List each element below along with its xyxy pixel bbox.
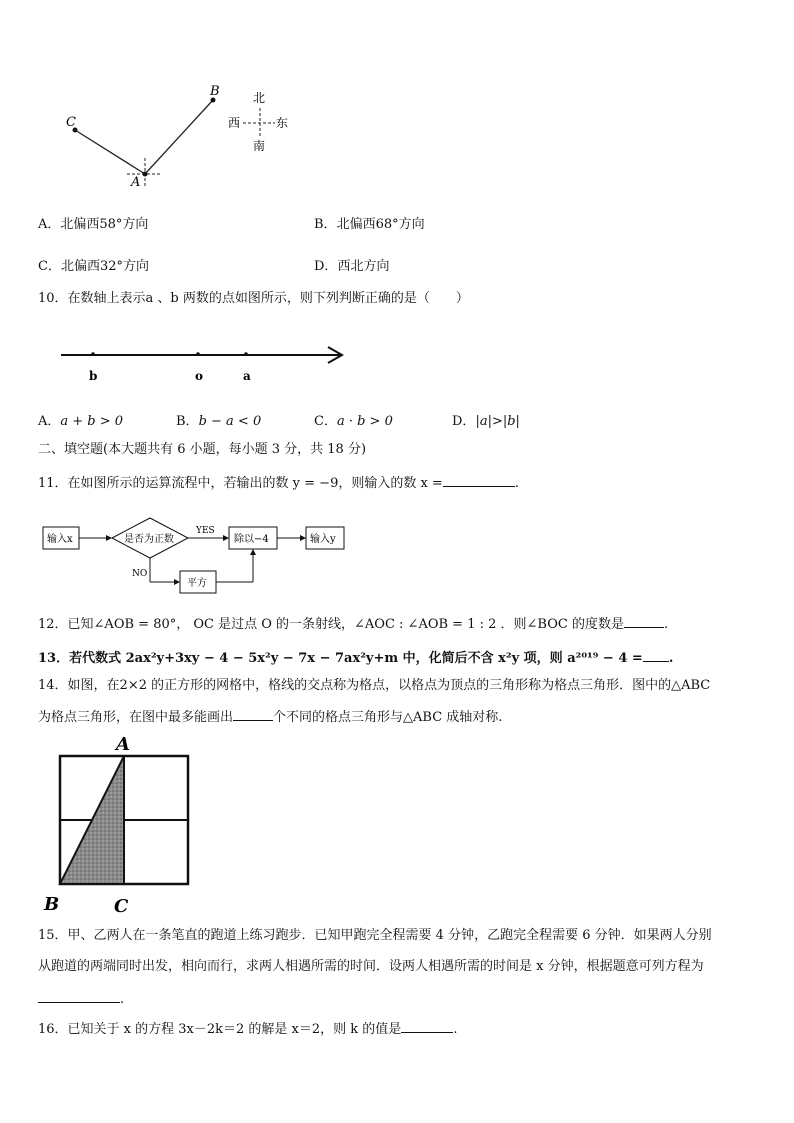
q16-answer-blank xyxy=(401,1018,453,1033)
triangle-label-c: C xyxy=(114,896,129,917)
flow-output-label: 输入y xyxy=(310,534,336,545)
q16-stem: 16．已知关于 x 的方程 3x－2k＝2 的解是 x＝2，则 k 的值是 . xyxy=(38,1018,457,1039)
axis-label-o: o xyxy=(195,369,204,383)
flow-no-label: NO xyxy=(132,569,148,579)
direction-east: 东 xyxy=(276,116,289,130)
label-b: B xyxy=(210,84,220,99)
number-line-figure xyxy=(55,340,355,390)
q15-line-1: 15．甲、乙两人在一条笔直的跑道上练习跑步．已知甲跑完全程需要 4 分钟，乙跑完全程需要 6 分钟．如果两人分别 xyxy=(38,928,712,943)
label-a: A xyxy=(131,175,141,190)
label-c: C xyxy=(66,115,76,130)
grid-triangle-figure xyxy=(40,730,200,920)
tick-o xyxy=(196,352,200,356)
ray-ac xyxy=(75,130,145,174)
direction-west: 西 xyxy=(228,116,241,130)
flow-arrowhead-loop xyxy=(250,549,256,555)
flow-yes-label: YES xyxy=(196,526,215,536)
tick-a xyxy=(244,352,248,356)
q15-line-3: . xyxy=(38,988,124,1009)
q13-answer-blank xyxy=(643,647,669,662)
tick-b xyxy=(91,352,95,356)
flow-decision-label: 是否为正数 xyxy=(124,534,174,545)
flow-arrowhead-out xyxy=(300,535,306,541)
compass-angle-figure xyxy=(55,80,305,195)
q15-answer-blank xyxy=(38,988,120,1003)
section-2-title: 二、填空题(本大题共有 6 小题，每小题 3 分，共 18 分) xyxy=(38,442,367,457)
q14-line-1: 14．如图，在2×2 的正方形的网格中，格线的交点称为格点，以格点为顶点的三角形称为格点三角形．图中的△ABC xyxy=(38,678,711,693)
flowchart-figure xyxy=(40,515,350,595)
direction-south: 南 xyxy=(253,139,266,153)
ray-ab xyxy=(145,100,213,174)
q11-answer-blank xyxy=(443,472,515,487)
flow-divide-label: 除以−4 xyxy=(234,534,269,545)
triangle-label-b: B xyxy=(44,894,60,915)
q13-stem: 13．若代数式 2ax²y+3xy − 4 − 5x²y − 7x − 7ax²y+m 中，化简后不含 x²y 项，则 a²⁰¹⁹ − 4 = . xyxy=(38,647,673,668)
axis-label-a: a xyxy=(243,369,251,383)
q14-answer-blank xyxy=(233,706,273,721)
direction-north: 北 xyxy=(253,91,266,105)
flow-arrowhead-yes xyxy=(223,535,229,541)
flow-input-label: 输入x xyxy=(47,534,73,545)
q14-line-2: 为格点三角形，在图中最多能画出 个不同的格点三角形与△ABC 成轴对称. xyxy=(38,706,502,727)
axis-label-b: b xyxy=(89,369,98,383)
q12-stem: 12．已知∠AOB = 80°， OC 是过点 O 的一条射线，∠AOC : ∠AOB = 1 : 2 ．则∠BOC 的度数是 . xyxy=(38,613,668,634)
q10-choice-a: A．a + b > 0 xyxy=(38,414,124,429)
q9-choice-b: B．北偏西68°方向 xyxy=(314,217,425,232)
q10-choice-b: B．b − a < 0 xyxy=(176,414,262,429)
flow-arrowhead-no xyxy=(174,579,180,585)
triangle-label-a: A xyxy=(116,734,130,755)
q9-choice-a: A．北偏西58°方向 xyxy=(38,217,149,232)
q10-stem: 10．在数轴上表示a 、b 两数的点如图所示，则下列判断正确的是（ ） xyxy=(38,291,469,306)
q9-choice-d: D．西北方向 xyxy=(314,259,390,274)
q11-stem: 11．在如图所示的运算流程中，若输出的数 y = −9，则输入的数 x = . xyxy=(38,472,519,493)
q15-line-2: 从跑道的两端同时出发，相向而行，求两人相遇所需的时间．设两人相遇所需的时间是 x 分钟，根据题意可列方程为 xyxy=(38,959,704,974)
q9-choice-c: C．北偏西32°方向 xyxy=(38,259,149,274)
point-a xyxy=(143,172,148,177)
q10-choice-c: C．a · b > 0 xyxy=(314,414,393,429)
flow-square-label: 平方 xyxy=(187,578,207,589)
q10-choice-d: D．|a|>|b| xyxy=(452,414,520,429)
q12-answer-blank xyxy=(624,613,664,628)
